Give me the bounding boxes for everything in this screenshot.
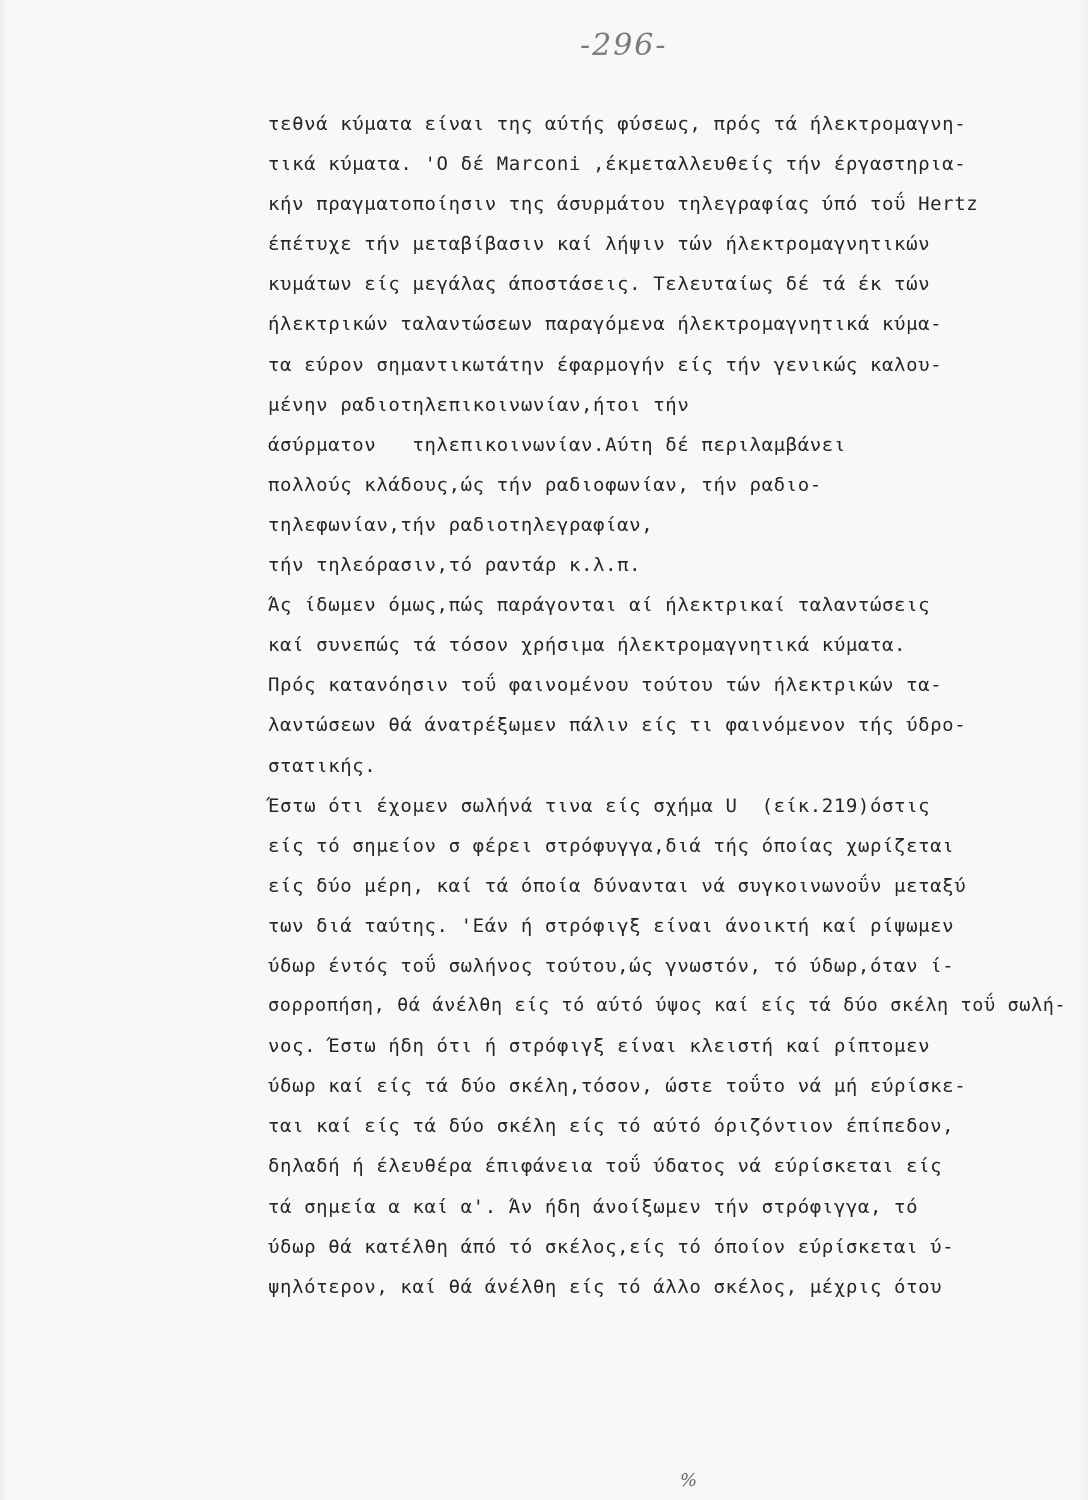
document-body: [268, 104, 1068, 1307]
text-line: τά σημεία α καί α'. Άν ήδη άνοίξωμεν τήν στρόφιγγα, τό: [268, 1195, 919, 1218]
text-line: στατικής.: [268, 754, 377, 777]
text-line: τεθνά κύματα είναι της αύτής φύσεως, πρός τά ήλεκτρομαγνη-: [268, 113, 967, 135]
text-line: τικά κύματα. 'Ο δέ Marconi ,έκμεταλλευθείς τήν έργαστηρια-: [268, 153, 967, 176]
text-line: τήν τηλεόρασιν,τό ραντάρ κ.λ.π.: [268, 554, 642, 577]
text-line: Έστω ότι έχομεν σωλήνά τινα είς σχήμα U (είκ.219)όστις: [268, 794, 931, 817]
text-line: τα εύρον σημαντικωτάτην έφαρμογήν είς τήν γενικώς καλου-: [268, 353, 943, 376]
text-line: τηλεφωνίαν,τήν ραδιοτηλεγραφίαν,: [268, 513, 654, 536]
text-line: άσύρματον τηλεπικοινωνίαν.Αύτη δέ περιλαμβάνει: [268, 433, 846, 456]
text-line: ύδωρ έντός τοΰ σωλήνος τούτου,ώς γνωστόν, τό ύδωρ,όταν ί-: [268, 954, 955, 977]
text-line: λαντώσεων θά άνατρέξωμεν πάλιν είς τι φαινόμενον τής ύδρο-: [268, 714, 967, 737]
text-line: πολλούς κλάδους,ώς τήν ραδιοφωνίαν, τήν ραδιο-: [268, 473, 822, 496]
text-line: έπέτυχε τήν μεταβίβασιν καί λήψιν τών ήλεκτρομαγνητικών: [268, 233, 931, 256]
text-line: των διά ταύτης. 'Εάν ή στρόφιγξ είναι άνοικτή καί ρίψωμεν: [268, 914, 955, 937]
text-line: κήν πραγματοποίησιν της άσυρμάτου τηλεγραφίας ύπό τοΰ Hertz: [268, 193, 979, 216]
text-line: δηλαδή ή έλευθέρα έπιφάνεια τοΰ ύδατος νά εύρίσκεται είς: [268, 1155, 943, 1178]
text-line: ύδωρ θά κατέλθη άπό τό σκέλος,είς τό όποίον εύρίσκεται ύ-: [268, 1235, 955, 1258]
text-line: καί συνεπώς τά τόσον χρήσιμα ήλεκτρομαγνητικά κύματα.: [268, 634, 907, 657]
text-line: Άς ίδωμεν όμως,πώς παράγονται αί ήλεκτρικαί ταλαντώσεις: [268, 594, 931, 617]
text-line: είς δύο μέρη, καί τά όποία δύνανται νά συγκοινωνοΰν μεταξύ: [268, 874, 967, 897]
text-line: ύδωρ καί είς τά δύο σκέλη,τόσον, ώστε τοΰτο νά μή εύρίσκε-: [268, 1075, 967, 1098]
text-line: μένην ραδιοτηλεπικοινωνίαν,ήτοι τήν: [268, 393, 690, 416]
text-line: ήλεκτρικών ταλαντώσεων παραγόμενα ήλεκτρομαγνητικά κύμα-: [268, 313, 943, 336]
text-line: Πρός κατανόησιν τοΰ φαινομένου τούτου τών ήλεκτρικών τα-: [268, 674, 943, 697]
text-line: σορροπήση, θά άνέλθη είς τό αύτό ύψος καί είς τά δύο σκέλη τοΰ σωλή-: [268, 995, 1067, 1017]
footer-mark: %: [680, 1470, 698, 1491]
text-line: κυμάτων είς μεγάλας άποστάσεις. Τελευταίως δέ τά έκ τών: [268, 273, 931, 296]
text-line: είς τό σημείον σ φέρει στρόφυγγα,διά τής όποίας χωρίζεται: [268, 834, 955, 857]
page-number: -296-: [580, 28, 668, 63]
text-line: νος. Έστω ήδη ότι ή στρόφιγξ είναι κλειστή καί ρίπτομεν: [268, 1035, 931, 1058]
text-line: ται καί είς τά δύο σκέλη είς τό αύτό όριζόντιον έπίπεδον,: [268, 1115, 955, 1138]
text-line: ψηλότερον, καί θά άνέλθη είς τό άλλο σκέλος, μέχρις ότου: [268, 1275, 943, 1298]
